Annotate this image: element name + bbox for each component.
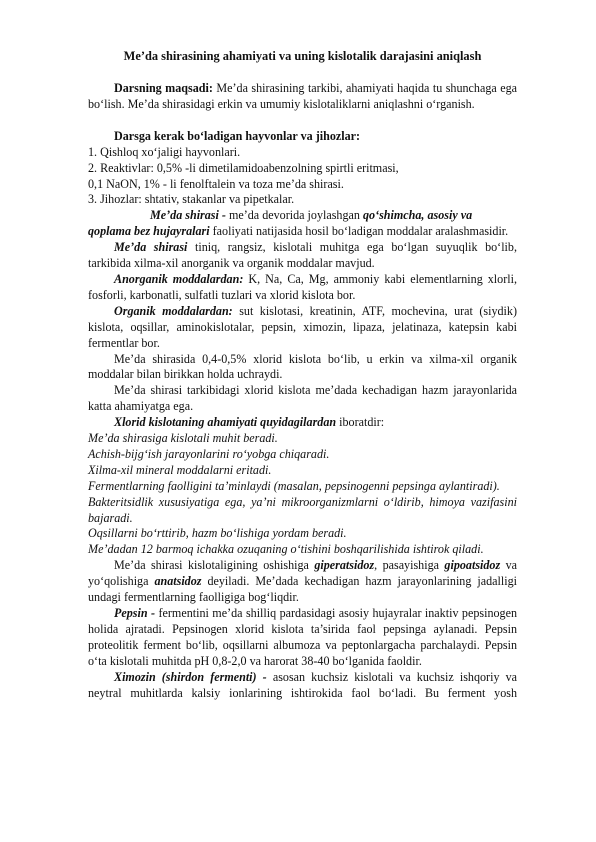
paragraph-pepsin: Pepsin - fermentini me’da shilliq pardasidagi asosiy hujayralar inaktiv pepsinogen holida ajratadi. Pepsinogen xlorid kislota ta’sirida faol pepsinga aylanadi. Pepsin proteolitik ferment bo‘lib, oqsillarni albumoza va peptonlargacha parchalaydi. Pepsin o‘ta kislotali muhitda pH 0,8-2,0 va harorat 38-40 bo‘lganida faoldir. — [88, 606, 517, 668]
materials-item: 1. Qishloq xo‘jaligi hayvonlari. — [88, 144, 241, 159]
paragraph-inorganic: Anorganik moddalardan: K, Na, Ca, Mg, ammoniy kabi elementlarning xlorli, fosforli, karbonatli, sulfatli tuzlari va xlorid kislota bor. — [88, 271, 517, 302]
materials-item: 2. Reaktivlar: 0,5% -li dimetilamidoabenzolning spirtli eritmasi, — [88, 160, 399, 175]
materials-item: 3. Jihozlar: shtativ, stakanlar va pipetkalar. — [88, 192, 295, 207]
document-page — [88, 48, 517, 701]
paragraph-organic: Organik moddalardan: sut kislotasi, kreatinin, ATF, mochevina, urat (siydik) kislota, oqsillar, aminokislotalar, pepsin, ximozin, lipaza, jelatinaza, katepsin kabi fermentlar bor. — [88, 303, 517, 350]
function-item: Me’dadan 12 barmoq ichakka ozuqaning o‘tishini boshqarilishida ishtirok qiladi. — [88, 542, 484, 557]
function-item: Achish-bijg‘ish jarayonlarini ro‘yobga chiqaradi. — [88, 446, 330, 461]
lesson-goal — [88, 81, 517, 113]
paragraph-hcl-role: Me’da shirasi tarkibidagi xlorid kislota me’dada kechadigan hazm jarayonlarida katta ahamiyatga ega. — [88, 383, 517, 414]
paragraph-properties: Me’da shirasi tiniq, rangsiz, kislotali muhitga ega bo‘lgan suyuqlik bo‘lib, tarkibida xilma-xil anorganik va organik moddalar mavjud. — [88, 240, 517, 271]
goal-text: Me’da shirasining tarkibi, ahamiyati haqida tu shunchaga ega bo‘lish. Me’da shirasidagi erkin va umumiy kislotaliklarni aniqlashni o‘rganish. — [88, 81, 518, 111]
function-item: Xilma-xil mineral moddalarni eritadi. — [88, 462, 272, 477]
function-item: Bakteritsidlik xususiyatiga ega, ya’ni mikroorganizmlarni o‘ldirib, himoya vazifasini bajaradi. — [88, 494, 517, 525]
materials-item: 0,1 NaON, 1% - li fenolftalein va toza me’da shirasi. — [88, 176, 344, 191]
page-title: Me’da shirasining ahamiyati va uning kislotalik darajasini aniqlash — [123, 49, 482, 63]
paragraph-definition: Me’da shirasi - me’da devorida joylashgan qo‘shimcha, asosiy va qoplama bez hujayralari faoliyati natijasida hosil bo‘ladigan moddalar aralashmasidir. — [88, 208, 509, 239]
function-item: Oqsillarni bo‘rttirib, hazm bo‘lishiga yordam beradi. — [88, 526, 347, 541]
paragraph-acidity: Me’da shirasi kislotaligining oshishiga giperatsidoz, pasayishiga gipoatsidoz va yo‘qolishiga anatsidoz deyiladi. Me’dada kechadigan hazm jarayonlarining jadalligi undagi fermentlarning faolligiga bog‘liqdir. — [88, 558, 518, 605]
materials-heading: Darsga kerak bo‘ladigan hayvonlar va jihozlar: — [114, 128, 361, 143]
paragraph-hcl-content: Me’da shirasida 0,4-0,5% xlorid kislota bo‘lib, u erkin va xilma-xil organik moddalar bilan birikkan holda uchraydi. — [88, 351, 517, 382]
paragraph-chymosin: Ximozin (shirdon fermenti) - asosan kuchsiz kislotali va kuchsiz ishqoriy va neytral muhitlarda kalsiy ionlarining ishtirokida faol bo‘ladi. Bu ferment yosh — [88, 669, 518, 700]
function-item: Me’da shirasiga kislotali muhit beradi. — [88, 431, 278, 446]
paragraph-hcl-functions-intro: Xlorid kislotaning ahamiyati quyidagilardan iboratdir: — [114, 415, 385, 430]
goal-label: Darsning maqsadi: — [114, 81, 213, 95]
function-item: Fermentlarning faolligini ta’minlaydi (masalan, pepsinogenni pepsinga aylantiradi). — [88, 478, 500, 493]
